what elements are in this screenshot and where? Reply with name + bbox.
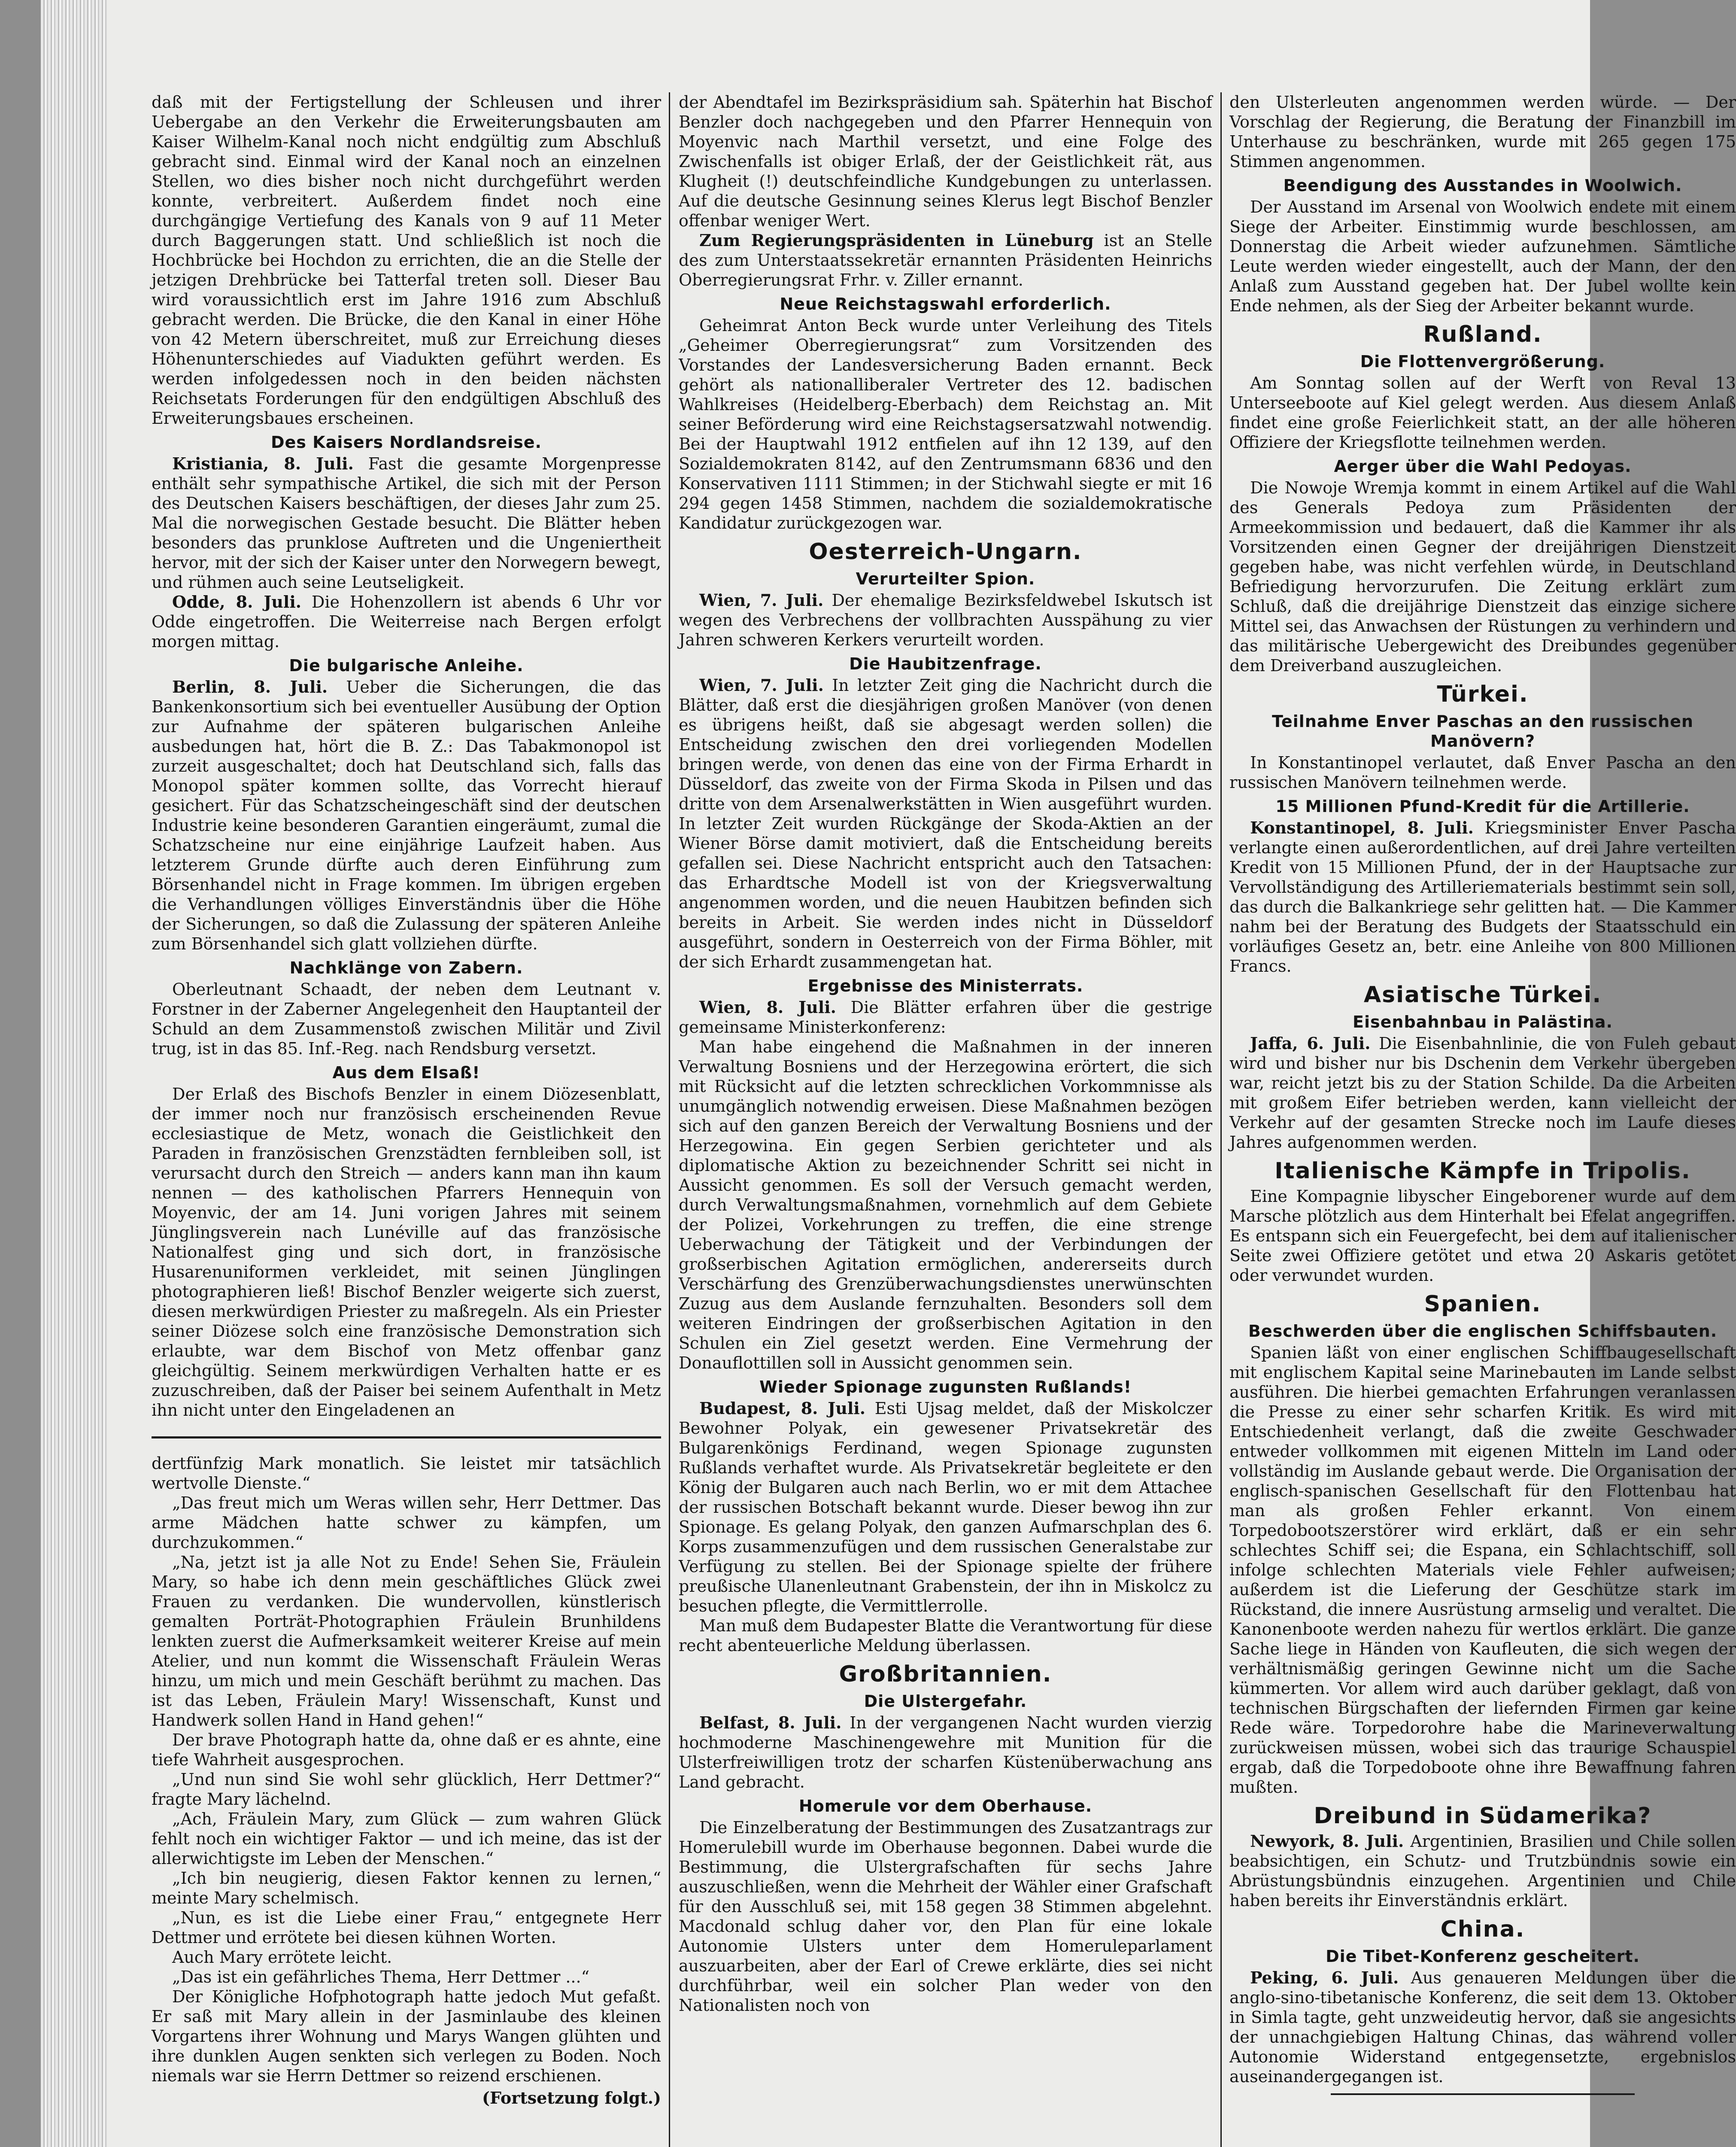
dateline: Wien, 8. Juli. [699, 997, 836, 1017]
article-konstantinopel [1229, 818, 1736, 976]
feuilleton-paragraph: „Ich bin neugierig, diesen Faktor kennen zu lernen,“ meinte Mary schelmisch. [152, 1869, 661, 1907]
section-grossbritannien: Großbritannien. [839, 1661, 1052, 1687]
article-enver: In Konstantinopel verlautet, daß Enver Pascha an den russischen Manövern teilnehmen werde. [1229, 753, 1736, 792]
section-spanien: Spanien. [1424, 1291, 1542, 1317]
end-rule [1331, 2093, 1635, 2095]
feuilleton-paragraph: „Das ist ein gefährliches Thema, Herr Dettmer ...“ [172, 1968, 590, 1986]
article-text: Argentinien, Brasilien und Chile sollen beabsichtigen, ein Schutz- und Trutzbündnis sowie ein Abrüstungsbündnis einzugehen. Argentinien und Chile haben bereits ihr Einverständnis erklärt. [1229, 1832, 1736, 1910]
article-elsass: Der Erlaß des Bischofs Benzler in einem Diözesenblatt, der immer noch nur französisch erscheinenden Revue ecclesiastique de Metz, wonach die Geistlichkeit den Paraden in französischen Grenzstädten fernbleiben soll, ist verursacht durch den Streich — anders kann man ihn kaum nennen — des katholischen Pfarrers Hennequin von Moyenvic, der am 14. Juni vorigen Jahres mit seinem Jünglingsverein nach Lunéville auf das französische Nationalfest ging und sich dort, in französische Husarenuniformen verkleidet, mit seinen Jünglingen photographieren ließ! Bischof Benzler weigerte sich zuerst, diesen merkwürdigen Priester zu maßregeln. Als ein Priester seiner Diözese solch eine französische Demonstration sich erlaubte, war dem Bischof von Metz offenbar ganz gleichgültig. Seinem merkwürdigen Verhalten hatte er es zuzuschreiben, daß der Paiser bei seinem Aufenthalt in Metz ihn nicht unter den Eingeladenen an [152, 1085, 661, 1420]
feuilleton-paragraph: „Nun, es ist die Liebe einer Frau,“ entgegnete Herr Dettmer und errötete bei diesen kühnen Worten. [152, 1908, 661, 1947]
section-oesterreich: Oesterreich-Ungarn. [809, 539, 1082, 565]
article-schiffsbauten: Spanien läßt von einer englischen Schiffbaugesellschaft mit englischem Kapital seine Marinebauten im Lande selbst ausführen. Die hierbei gemachten Erfahrungen veranlassen die Presse zu einer sehr scharfen Kritik. Es wird mit Entschiedenheit verlangt, daß die zweite Geschwader entweder vollkommen mit eigenen Mitteln im Land oder vollständig im Auslande gebaut werde. Die Organisation der englisch-spanischen Gesellschaft für den Flottenbau hat man als großen Fehler erkannt. Von einem Torpedobootszerstörer wird erklärt, daß er ein sehr schlechtes Schiff sei; die Espana, ein Schlachtschiff, soll infolge schlechten Materials viele Fehler aufweisen; außerdem ist die Lieferung der Geschütze stark im Rückstand, die innere Ausrüstung armselig und veraltet. Die Kanonenboote werden nahezu für wertlos erklärt. Die ganze Sache liege in Händen von Kaufleuten, die sich wegen der verhältnismäßig geringen Gewinne nicht um die Sache kümmerten. Vor allem wird auch darüber geklagt, daß von technischen Bürgschaften der liefernden Firmen gar keine Rede wäre. Torpedorohre habe die Marineverwaltung zurückweisen müssen, wobei sich das traurige Schauspiel ergab, daß die Torpedoboote ohne ihre Bewaffnung fahren mußten. [1229, 1343, 1736, 1797]
article-woolwich: Der Ausstand im Arsenal von Woolwich endete mit einem Siege der Arbeiter. Einstimmig wurde beschlossen, am Donnerstag die Arbeit wieder aufzunehmen. Sämtliche Leute werden wieder eingestellt, auch der Mann, der den Anlaß zum Ausstand gegeben hat. Der Jubel wollte kein Ende nehmen, als der Sieg der Arbeiter bekannt wurde. [1229, 198, 1736, 315]
article-text: Der ehemalige Bezirksfeldwebel Iskutsch ist wegen des Verbrechens der vollbrachten Ausspähung zu vier Jahren schweren Kerkers verurteilt worden. [679, 591, 1212, 649]
section-dreibund: Dreibund in Südamerika? [1314, 1803, 1652, 1829]
headline-enver: Teilnahme Enver Paschas an den russischen Manövern? [1272, 712, 1694, 751]
article-wien3 [679, 997, 1212, 1037]
article-kristiania [152, 454, 661, 592]
article-zabern: Oberleutnant Schaadt, der neben dem Leutnant v. Forstner in der Zaberner Angelegenheit den Hauptanteil der Schuld an dem Zusammenstoß zwischen Militär und Zivil trug, ist in das 85. Inf.-Reg. nach Rendsburg versetzt. [152, 980, 661, 1058]
article-lead: daß mit der Fertigstellung der Schleusen und ihrer Uebergabe an den Verkehr die Erweiterungsbauten am Kaiser Wilhelm-Kanal noch nicht endgültig zum Abschluß gebracht sind. Einmal wird der Kanal noch an einzelnen Stellen, wo dies bisher noch nicht durchgeführt werden konnte, verbreitert. Außerdem findet noch eine durchgängige Vertiefung des Kanals von 9 auf 11 Meter durch Baggerungen statt. Und schließlich ist noch die Hochbrücke bei Hochdon zu errichten, die an die Stelle der jetzigen Drehbrücke bei Tatterfal treten soll. Dieser Bau wird voraussichtlich erst im Jahre 1916 zum Abschluß gebracht werden. Die Brücke, die den Kanal in einer Höhe von 42 Metern überschreitet, muß zur Erreichung dieses Höhenunterschiedes auf Viadukten geführt werden. Es werden infolgedessen noch in den beiden nächsten Reichsetats Forderungen für den endgültigen Abschluß des Erweiterungsbaues erscheinen. [152, 93, 661, 428]
feuilleton-paragraph: Der brave Photograph hatte da, ohne daß er es ahnte, eine tiefe Wahrheit ausgesprochen. [152, 1730, 661, 1769]
headline-lueneburg: Zum Regierungspräsidenten in Lüneburg [699, 231, 1094, 250]
dateline: Newyork, 8. Juli. [1250, 1831, 1404, 1851]
feuilleton-paragraph: „Das freut mich um Weras willen sehr, Herr Dettmer. Das arme Mädchen hatte schwer zu kämpfen, um durchzukommen.“ [152, 1493, 661, 1552]
section-tuerkei: Türkei. [1437, 681, 1529, 707]
article-odde [152, 592, 661, 651]
dateline: Peking, 6. Juli. [1250, 1968, 1399, 1987]
headline-schiffsbauten: Beschwerden über die englischen Schiffsbauten. [1248, 1322, 1718, 1341]
section-china: China. [1440, 1916, 1525, 1942]
headline-woolwich: Beendigung des Ausstandes in Woolwich. [1283, 176, 1682, 195]
column-3 [1229, 92, 1736, 2147]
newspaper-page [107, 0, 1736, 2147]
headline-pedoya: Aerger über die Wahl Pedoyas. [1334, 457, 1632, 476]
article-reichstag: Geheimrat Anton Beck wurde unter Verleihung des Titels „Geheimer Oberregierungsrat“ zum Vorsitzenden des Vorstandes der Landesversicherung Baden ernannt. Beck gehört als nationalliberaler Vertreter des 12. badischen Wahlkreises (Heidelberg-Eberbach) dem Reichstag an. Mit seiner Beförderung wird eine Reichstagsersatzwahl notwendig. Bei der Hauptwahl 1912 entfielen auf ihn 12 139, auf den Sozialdemokraten 8142, auf den Zentrumsmann 6836 und den Konservativen 1111 Stimmen; in der Stichwahl siegte er mit 16 294 gegen 1458 Stimmen, nachdem die sozialdemokratische Kandidatur zurückgezogen war. [679, 316, 1212, 532]
article-peking [1229, 1968, 1736, 2086]
article-pedoya: Die Nowoje Wremja kommt in einem Artikel auf die Wahl des Generals Pedoya zum Präsidenten der Armeekommission und bedauert, daß die Kammer ihr als Vorsitzenden einen Gegner der dreijährigen Dienstzeit gegeben habe, was nicht verfehlen würde, in Deutschland Befriedigung hervorzurufen. Die Zeitung erklärt zum Schluß, daß die dreijährige Dienstzeit das einzige sichere Mittel sei, das Anwachsen der Rüstungen zu verhindern und das militärische Uebergewicht des Dreibundes gegenüber dem Dreiverband auszugleichen. [1229, 478, 1736, 675]
feuilleton [152, 1454, 661, 2147]
headline-tibet: Die Tibet-Konferenz gescheitert. [1326, 1947, 1640, 1966]
article-text: ist an Stelle des zum Unterstaatssekretär ernannten Präsidenten Heinrichs Oberregierungsrat Frhr. v. Ziller ernannt. [679, 231, 1212, 289]
headline-zabern: Nachklänge von Zabern. [289, 958, 523, 977]
dateline: Belfast, 8. Juli. [699, 1713, 842, 1732]
headline-bahn: Eisenbahnbau in Palästina. [1353, 1013, 1613, 1031]
article-lead: den Ulsterleuten angenommen werden würde. — Der Vorschlag der Regierung, die Beratung der Finanzbill im Unterhause zu beschränken, wurde mit 265 gegen 175 Stimmen angenommen. [1229, 93, 1736, 171]
article-wien2 [679, 675, 1212, 972]
article-newyork [1229, 1831, 1736, 1910]
feuilleton-paragraph: „Und nun sind Sie wohl sehr glücklich, Herr Dettmer?“ fragte Mary lächelnd. [152, 1770, 661, 1809]
article-text: In der vergangenen Nacht wurden vierzig hochmoderne Maschinengewehre mit Munition für die Ulsterfreiwilligen trotz der scharfen Küstenüberwachung ans Land gebracht. [679, 1713, 1212, 1791]
article-text: Esti Ujsag meldet, daß der Miskolczer Bewohner Polyak, ein gewesener Privatsekretär des Bulgarenkönigs Ferdinand, wegen Spionage zugunsten Rußlands verhaftet wurde. Als Privatsekretär begleitete er den König der Bulgaren auch nach Berlin, wo er mit dem Attachee der russischen Botschaft bekannt wurde. Dieser bewog ihn zur Spionage. Es gelang Polyak, den ganzen Aufmarschplan des 6. Korps zusammenzufügen und dem russischen Generalstabe zur Verfügung zu stellen. Bei der Spionage spielte der frühere preußische Ulanenleutnant Grabenstein, der ihn in Miskolcz zu besuchen pflegte, die Vermittlerrolle. [679, 1399, 1212, 1615]
article-text: In letzter Zeit ging die Nachricht durch die Blätter, daß erst die diesjährigen großen Manöver (von denen es übrigens heißt, daß sie abgesagt werden sollen) die Entscheidung zwischen den drei vorliegenden Modellen bringen werde, von denen das eine von der Firma Erhardt in Düsseldorf, das zweite von der Firma Skoda in Pilsen und das dritte von dem Arsenalwerkstätten in Wien ausgeführt wurden. In letzter Zeit wurden Rückgänge der Skoda-Aktien an der Wiener Börse damit motiviert, daß die Entscheidung bereits gefallen sei. Diese Nachricht entspricht auch den Tatsachen: das Erhardtsche Modell ist von der Kriegsverwaltung angenommen worden, und die neuen Haubitzen befinden sich bereits in Arbeit. Sie werden indes nicht in Düsseldorf ausgeführt, sondern in Oesterreich von der Firma Böhler, mit der sich Erhardt zusammengetan hat. [679, 676, 1212, 971]
article-text: Aus genaueren Meldungen über die anglo-sino-tibetanische Konferenz, die seit dem 13. Oktober in Simla tagte, geht unzweideutig hervor, daß sie angesichts der unnachgiebigen Haltung Chinas, das während voller Autonomie Widerstand entgegensetzte, ergebnislos auseinandergegangen ist. [1229, 1968, 1736, 2086]
headline-ulster: Die Ulstergefahr. [864, 1692, 1027, 1711]
article-lead: der Abendtafel im Bezirkspräsidium sah. Späterhin hat Bischof Benzler doch nachgegeben und den Pfarrer Hennequin von Moyenvic nach Marthil versetzt, und eine Folge des Zwischenfalls ist obiger Erlaß, der der Geistlichkeit rät, aus Klugheit (!) deutschfeindliche Kundgebungen zu unterlassen. Auf die deutsche Gesinnung seines Klerus legt Bischof Benzler offenbar weniger Wert. [679, 93, 1212, 230]
column-1 [152, 92, 661, 1423]
continued-note: (Fortsetzung folgt.) [482, 2088, 661, 2107]
dateline: Kristiania, 8. Juli. [172, 454, 354, 473]
article-text: Kriegsminister Enver Pascha verlangte einen außerordentlichen, auf drei Jahre verteilten Kredit von 15 Millionen Pfund, der in der Hauptsache zur Vervollständigung des Artilleriematerials bestimmt sein soll, das durch die Balkankriege sehr gelitten hat. — Die Kammer nahm bei der Beratung des Budgets der Staatsschuld ein vorläufiges Gesetz an, betr. eine Anleihe von 800 Millionen Francs. [1229, 818, 1736, 976]
section-tripolis: Italienische Kämpfe in Tripolis. [1275, 1158, 1691, 1184]
headline-nordlandsreise: Des Kaisers Nordlandsreise. [270, 433, 542, 452]
dateline: Odde, 8. Juli. [172, 592, 302, 611]
dateline: Jaffa, 6. Juli. [1250, 1034, 1371, 1053]
headline-elsass: Aus dem Elsaß! [332, 1063, 480, 1082]
article-homerule: Die Einzelberatung der Bestimmungen des Zusatzantrags zur Homerulebill wurde im Oberhause begonnen. Dabei wurde die Bestimmung, die Ulstergrafschaften für sechs Jahre auszuschließen, wenn die Mehrheit der Wähler einer Grafschaft für den Ausschluß sei, mit 158 gegen 38 Stimmen abgelehnt. Macdonald schlug daher vor, den Plan für eine lokale Autonomie Ulsters unter dem Homeruleparlament auszuarbeiten, aber der Earl of Crewe erklärte, dies sei nicht durchführbar, weil ein solcher Plan weder von den Nationalisten noch von [679, 1818, 1212, 2015]
article-wien3-body: Man habe eingehend die Maßnahmen in der inneren Verwaltung Bosniens und der Herzegowina erörtert, die sich mit Rücksicht auf die letzten schrecklichen Vorkommnisse als unumgänglich notwendig erweisen. Diese Maßnahmen bezögen sich auf den ganzen Bereich der Verwaltung Bosniens und der Herzegowina. Ein gegen Serbien gerichteter und als diplomatische Aktion zu bezeichnender Schritt sei nicht in Aussicht genommen. Es soll der Versuch gemacht werden, durch Verwaltungsmaßnahmen, vornehmlich auf dem Gebiete der Polizei, Vorkehrungen zu treffen, die eine strenge Ueberwachung der Tätigkeit und der Verbindungen der großserbischen Agitation ermöglichen, andererseits durch Verschärfung des Grenzüberwachungsdienstes unerwünschten Zuzug aus dem Auslande fernzuhalten. Besonders soll dem weiteren Eindringen der großserbischen Agitation in den Schulen ein Ziel gesetzt werden. Eine Vermehrung der Donauflottillen soll in Aussicht genommen sein. [679, 1037, 1212, 1372]
dateline: Berlin, 8. Juli. [172, 677, 328, 696]
feuilleton-paragraph: „Ach, Fräulein Mary, zum Glück — zum wahren Glück fehlt noch ein wichtiger Faktor — und ich meine, das ist der allerwichtigste im Leben der Menschen.“ [152, 1809, 661, 1868]
headline-spionage: Wieder Spionage zugunsten Rußlands! [759, 1378, 1132, 1396]
article-budapest-note: Man muß dem Budapester Blatte die Verantwortung für diese recht abenteuerliche Meldung überlassen. [679, 1616, 1212, 1655]
feuilleton-paragraph: Auch Mary errötete leicht. [172, 1948, 392, 1967]
article-text: Die Eisenbahnlinie, die von Fuleh gebaut wird und bisher nur bis Dschenin dem Verkehr übergeben war, reicht jetzt bis zu der Station Schilde. Da die Arbeiten mit großem Eifer betrieben werden, kann vielleicht der Verkehr auf der gesamten Strecke noch im Laufe dieses Jahres aufgenommen werden. [1229, 1034, 1736, 1152]
article-text: Die Hohenzollern ist abends 6 Uhr vor Odde eingetroffen. Die Weiterreise nach Bergen erfolgt morgen mittag. [152, 593, 661, 651]
dateline: Budapest, 8. Juli. [699, 1399, 865, 1418]
article-text: Ueber die Sicherungen, die das Bankenkonsortium sich bei eventueller Ausübung der Option zur Aufnahme der späteren bulgarischen Anleihe ausbedungen hat, hört die B. Z.: Das Tabakmonopol ist zurzeit ausgeschaltet; doch hat Deutschland sich, falls das Monopol später kommen sollte, das Vorrecht hierauf gesichert. Für das Schatzscheingeschäft sind der deutschen Industrie keine besonderen Garantien eingeräumt, zumal die Schatzscheine nur eine einjährige Laufzeit haben. Aus letzterem Grunde dürfte auch deren Einführung zum Börsenhandel nicht in Frage kommen. Im übrigen ergeben die Verhandlungen völliges Einverständnis über die Höhe der Sicherungen, so daß die Zulassung der späteren Anleihe zum Börsenhandel sich glatt vollziehen dürfte. [152, 678, 661, 953]
feuilleton-paragraph: Der Königliche Hofphotograph hatte jedoch Mut gefaßt. Er saß mit Mary allein in der Jasminlaube des kleinen Vorgartens ihrer Wohnung und Marys Wangen glühten und ihre dunklen Augen senkten sich verlegen zu Boden. Noch niemals war sie Herrn Dettmer so reizend erschienen. [152, 1987, 661, 2085]
section-russland: Rußland. [1423, 322, 1542, 347]
article-flotte: Am Sonntag sollen auf der Werft von Reval 13 Unterseeboote auf Kiel gelegt werden. Aus diesem Anlaß findet eine große Feierlichkeit statt, an der alle höheren Offiziere der Kriegsflotte teilnehmen werden. [1229, 374, 1736, 452]
dateline: Wien, 7. Juli. [699, 675, 824, 695]
section-asiat-tuerkei: Asiatische Türkei. [1363, 982, 1602, 1008]
headline-ministerrat: Ergebnisse des Ministerrats. [807, 976, 1083, 995]
article-wien1 [679, 590, 1212, 650]
headline-haubitzen: Die Haubitzenfrage. [849, 654, 1042, 673]
headline-anleihe: Die bulgarische Anleihe. [289, 656, 524, 675]
headline-flotte: Die Flottenvergrößerung. [1360, 352, 1605, 371]
headline-spion: Verurteilter Spion. [856, 569, 1035, 588]
column-2 [679, 92, 1212, 2147]
headline-kredit: 15 Millionen Pfund-Kredit für die Artillerie. [1275, 797, 1690, 816]
headline-reichstag: Neue Reichstagswahl erforderlich. [780, 295, 1111, 313]
column-rule [669, 92, 670, 2147]
page-edge-stack [41, 0, 109, 2147]
feuilleton-text: dertfünfzig Mark monatlich. Sie leistet mir tatsächlich wertvolle Dienste.“ [152, 1454, 661, 1493]
article-budapest [679, 1399, 1212, 1616]
headline-homerule: Homerule vor dem Oberhause. [798, 1797, 1093, 1816]
article-lueneburg [679, 231, 1212, 290]
article-tripolis: Eine Kompagnie libyscher Eingeborener wurde auf dem Marsche plötzlich aus dem Hinterhalt bei Efelat angegriffen. Es entspann sich ein Feuergefecht, bei dem auf italienischer Seite zwei Offiziere getötet und etwa 20 Askaris getötet oder verwundet wurden. [1229, 1187, 1736, 1285]
feuilleton-divider [152, 1436, 661, 1438]
article-text: Fast die gesamte Morgenpresse enthält sehr sympathische Artikel, die sich mit der Person des Deutschen Kaisers beschäftigen, der dieses Jahr zum 25. Mal die norwegischen Gestade besucht. Die Blätter heben besonders das prunklose Auftreten und die Ungeniertheit hervor, mit der sich der Kaiser unter den Norwegern bewegt, und rühmen auch seine Leutseligkeit. [152, 454, 661, 592]
article-text: Die Blätter erfahren über die gestrige gemeinsame Ministerkonferenz: [679, 998, 1212, 1037]
column-rule [1220, 92, 1222, 2147]
article-berlin [152, 677, 661, 954]
feuilleton-paragraph: „Na, jetzt ist ja alle Not zu Ende! Sehen Sie, Fräulein Mary, so habe ich denn mein geschäftliches Glück zwei Frauen zu verdanken. Die wundervollen, künstlerisch gemalten Porträt-Photographien Fräulein Brunhildens lenkten zuerst die Aufmerksamkeit weiterer Kreise auf mein Atelier, und nun kommt die Wissenschaft Fräulein Weras hinzu, um mich und mein Geschäft berühmt zu machen. Das ist das Leben, Fräulein Mary! Wissenschaft, Kunst und Handwerk sollen Hand in Hand gehen!“ [152, 1553, 661, 1730]
dateline: Konstantinopel, 8. Juli. [1250, 818, 1474, 837]
dateline: Wien, 7. Juli. [699, 590, 824, 610]
article-belfast [679, 1713, 1212, 1792]
article-jaffa [1229, 1034, 1736, 1152]
